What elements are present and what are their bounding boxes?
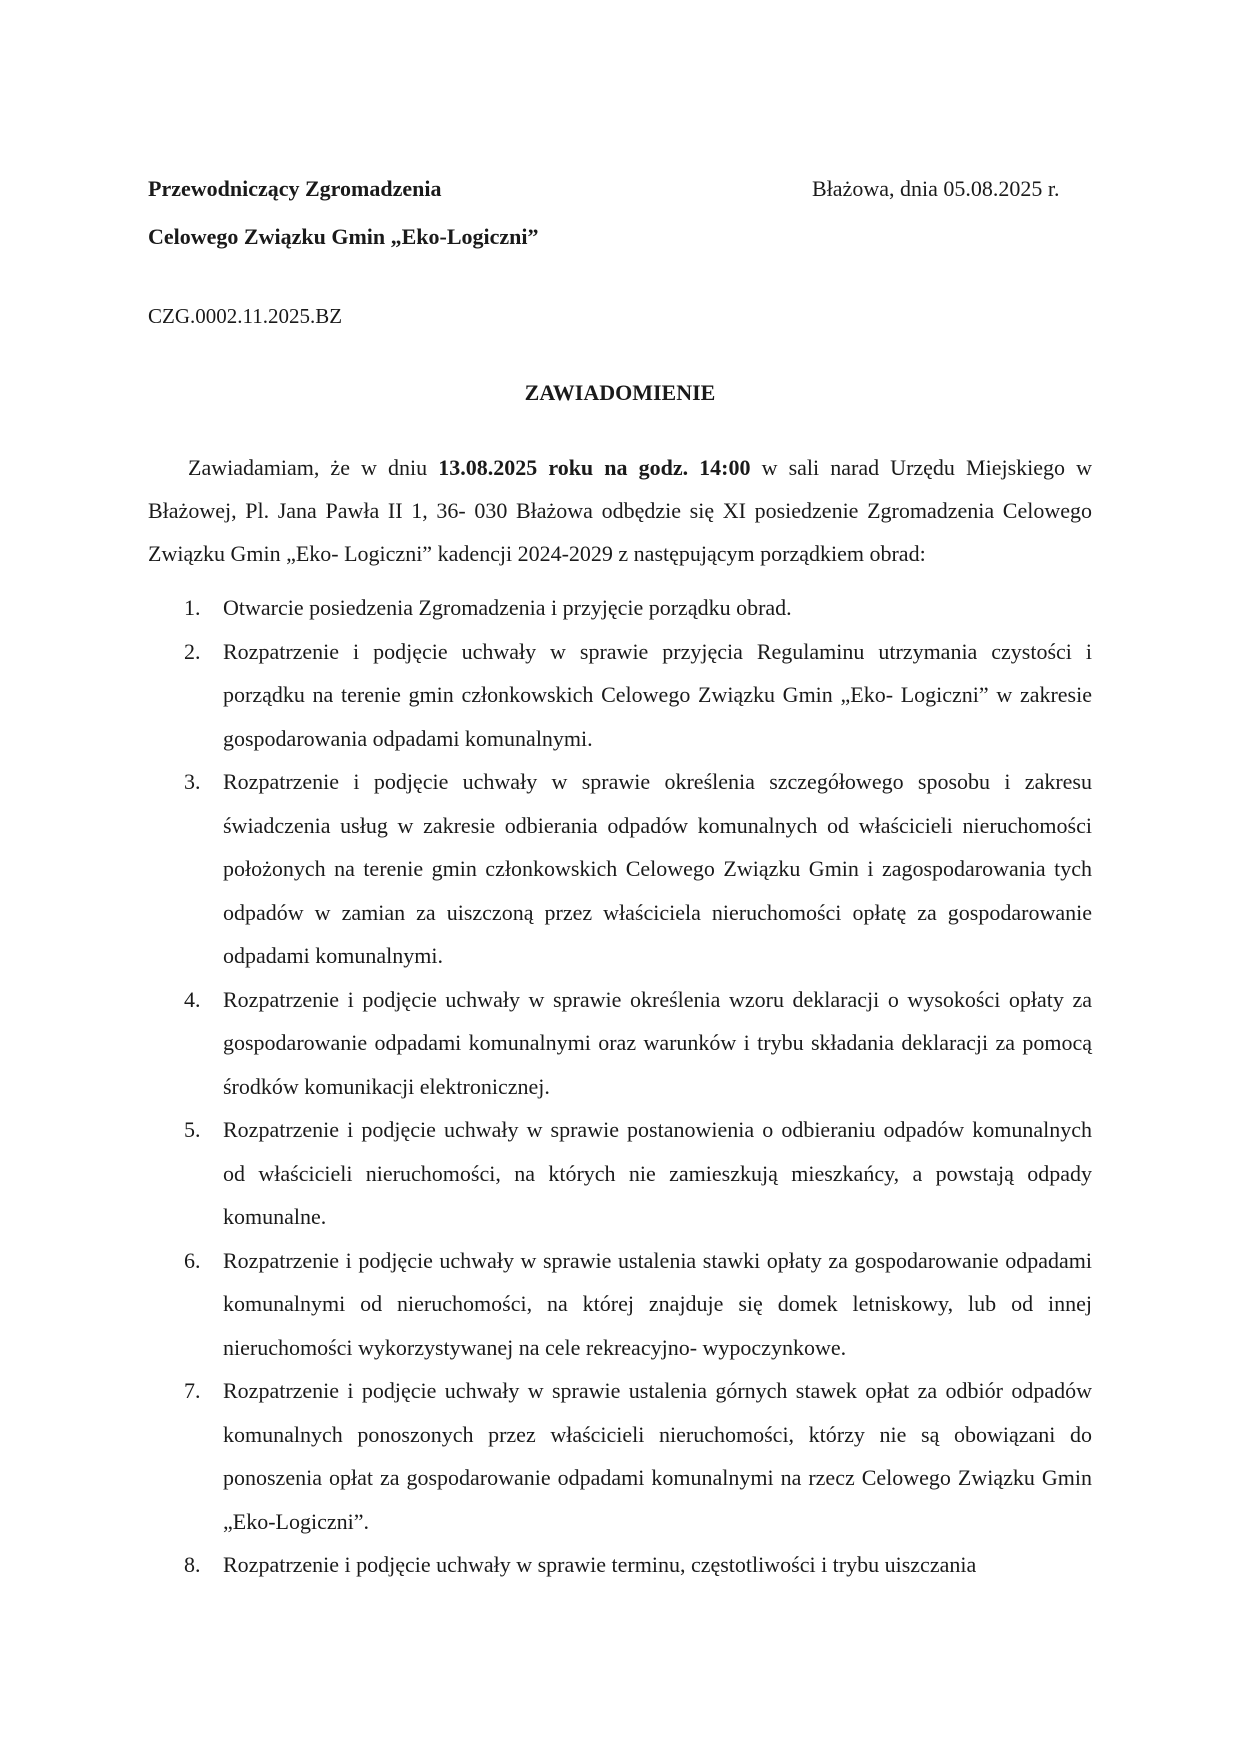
agenda-item xyxy=(148,1369,1092,1543)
agenda-item-number: 2. xyxy=(184,638,201,664)
agenda-item-number: 3. xyxy=(184,769,201,794)
sender-title: Przewodniczący Zgromadzenia xyxy=(148,176,442,201)
agenda-item-text: Rozpatrzenie i podjęcie uchwały w sprawie określenia wzoru deklaracji o wysokości opłaty za gospodarowanie odpadami komunalnymi oraz warunków i trybu składania deklaracji za pomocą środków komunikacji elektronicznej. xyxy=(223,986,1092,1099)
intro-text-start: Zawiadamiam, że w dniu xyxy=(188,455,439,480)
intro-text-rest: w sali narad Urzędu Miejskiego w Błażowej, Pl. Jana Pawła II 1, 36- 030 Błażowa odbędzie się XI posiedzenie Zgromadzenia Celowego Związku Gmin „Eko- Logiczni” kadencji 2024-2029 z następującym porządkiem obrad: xyxy=(148,455,1092,566)
sender-organization: Celowego Związku Gmin „Eko-Logiczni” xyxy=(148,224,539,249)
agenda-item xyxy=(148,978,1092,1109)
agenda-item-text: Rozpatrzenie i podjęcie uchwały w sprawie ustalenia stawki opłaty za gospodarowanie odpadami komunalnymi od nieruchomości, na której znajduje się domek letniskowy, lub od innej nieruchomości wykorzystywanej na cele rekreacyjno- wypoczynkowe. xyxy=(223,1247,1092,1360)
agenda-item-text: Rozpatrzenie i podjęcie uchwały w sprawie przyjęcia Regulaminu utrzymania czystości i porządku na terenie gmin członkowskich Celowego Związku Gmin „Eko- Logiczni” w zakresie gospodarowania odpadami komunalnymi. xyxy=(223,638,1092,751)
reference-number: CZG.0002.11.2025.BZ xyxy=(148,304,343,328)
agenda-item-number: 1. xyxy=(184,595,201,620)
agenda-item-text: Rozpatrzenie i podjęcie uchwały w sprawie ustalenia górnych stawek opłat za odbiór odpadów komunalnych ponoszonych przez właścicieli nieruchomości, którzy nie są obowiązani do ponoszenia opłat za gospodarowanie odpadami komunalnymi na rzecz Celowego Związku Gmin „Eko-Logiczni”. xyxy=(223,1378,1092,1534)
agenda-item-text: Rozpatrzenie i podjęcie uchwały w sprawie terminu, częstotliwości i trybu uiszczania xyxy=(223,1552,977,1577)
agenda-item-text: Rozpatrzenie i podjęcie uchwały w sprawie postanowienia o odbieraniu odpadów komunalnych od właścicieli nieruchomości, na których nie zamieszkują mieszkańcy, a powstają odpady komunalne. xyxy=(223,1117,1092,1229)
agenda-item-number: 5. xyxy=(184,1117,201,1142)
agenda-item-text: Rozpatrzenie i podjęcie uchwały w sprawie określenia szczegółowego sposobu i zakresu świadczenia usług w zakresie odbierania odpadów komunalnych od właścicieli nieruchomości położonych na terenie gmin członkowskich Celowego Związku Gmin i zagospodarowania tych odpadów w zamian za uiszczoną przez właściciela nieruchomości opłatę za gospodarowanie odpadami komunalnymi. xyxy=(223,769,1092,968)
agenda-item xyxy=(148,586,1092,630)
agenda-item-number: 8. xyxy=(184,1552,201,1577)
agenda-item-number: 7. xyxy=(184,1378,201,1403)
meeting-date-time: 13.08.2025 roku na godz. 14:00 xyxy=(438,455,751,480)
agenda-item xyxy=(148,1239,1092,1370)
agenda-item xyxy=(148,1108,1092,1239)
agenda-item xyxy=(148,760,1092,978)
intro-paragraph xyxy=(148,446,1092,575)
agenda-item-number: 4. xyxy=(184,986,201,1012)
agenda-item-text: Otwarcie posiedzenia Zgromadzenia i przyjęcie porządku obrad. xyxy=(223,595,792,620)
document-title: ZAWIADOMIENIE xyxy=(524,380,716,405)
place-and-date: Błażowa, dnia 05.08.2025 r. xyxy=(812,176,1060,201)
agenda-item xyxy=(148,1543,1092,1587)
agenda-item xyxy=(148,630,1092,761)
agenda-item-number: 6. xyxy=(184,1247,201,1273)
agenda-list xyxy=(148,586,1092,1587)
